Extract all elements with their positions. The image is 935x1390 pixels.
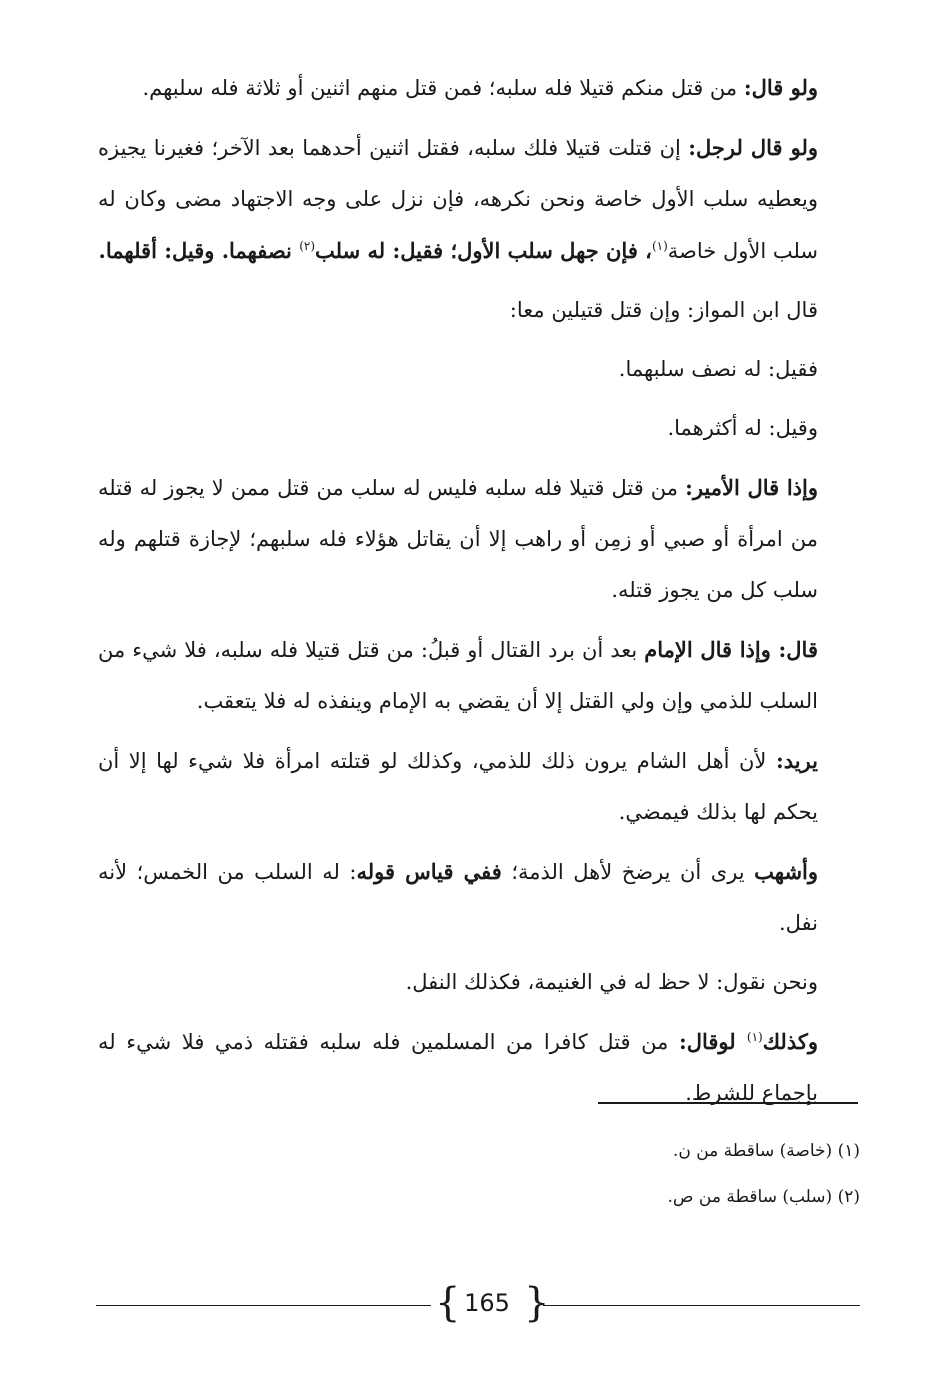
paragraph-text: بعد أن برد القتال أو قبلُ: من قتل قتيلا فله سلبه، فلا شيء من السلب للذمي وإن ولي القتل إلا أن يقضي به الإمام وينفذه له فلا يتعقب. [98, 638, 818, 713]
paragraph-text: من قتل منكم قتيلا فله سلبه؛ فمن قتل منهم اثنين أو ثلاثة فله سلبهم. [142, 76, 744, 100]
footnote-separator [598, 1102, 858, 1104]
paragraph-bold-text: ففي قياس قوله [356, 859, 502, 884]
paragraph-3 [98, 285, 860, 336]
paragraph-text: ونحن نقول: لا حظ له في الغنيمة، فكذلك النفل. [405, 970, 818, 994]
paragraph-8 [98, 735, 860, 838]
paragraph-text: يرى أن يرضخ لأهل الذمة؛ [501, 860, 755, 884]
paragraph-9 [98, 846, 860, 949]
paragraph-5 [98, 403, 860, 454]
footnote-2: (٢) (سلب) ساقطة من ص. [667, 1187, 860, 1207]
paragraph-text: : له السلب من الخمس؛ لأنه نفل. [98, 860, 818, 935]
paragraph-10 [98, 957, 860, 1008]
footnote-marker: (١) [651, 239, 668, 253]
footer-bracket-right: } [524, 1280, 550, 1326]
paragraph-lead: ولو قال: [743, 75, 818, 100]
paragraph-text: فقيل: له نصف سلبهما. [618, 357, 818, 381]
paragraph-1 [98, 62, 860, 114]
footnote-1: (١) (خاصة) ساقطة من ن. [672, 1141, 860, 1161]
footnotes [98, 1128, 860, 1220]
paragraph-2 [98, 122, 860, 277]
paragraph-bold-text: لوقال: [678, 1029, 747, 1054]
paragraph-bold-text: ، فإن جهل سلب الأول؛ فقيل: له سلب [315, 238, 652, 263]
paragraph-lead: وكذلك [762, 1029, 818, 1054]
paragraph-lead: يريد: [775, 748, 818, 773]
main-text [98, 62, 860, 1119]
paragraph-6 [98, 462, 860, 616]
paragraph-text: من قتل كافرا من المسلمين فله سلبه فقتله ذمي فلا شيء له بإجماع للشرط. [98, 1030, 818, 1105]
footer-bracket-left: { [435, 1280, 461, 1326]
footer-rule-right [543, 1305, 860, 1306]
paragraph-text: من قتل قتيلا فله سلبه فليس له سلب من قتل ممن لا يجوز له قتله من امرأة أو صبي أو زمِن أو راهب إلا أن يقاتل هؤلاء فله سلبهم؛ لإجازة قتلهم وله سلب كل من يجوز قتله. [98, 476, 818, 602]
paragraph-lead: ولو قال لرجل: [688, 135, 819, 160]
paragraph-7 [98, 624, 860, 727]
paragraph-text: وقيل: له أكثرهما. [667, 416, 818, 440]
paragraph-text: إن قتلت قتيلا فلك سلبه، فقتل اثنين أحدهما بعد الآخر؛ فغيرنا يجيزه ويعطيه سلب الأول خاصة ونحن نكرهه، فإن نزل على وجه الاجتهاد مضى وكان له سلب الأول خاصة [98, 136, 818, 263]
footnote-marker: (١) [746, 1030, 763, 1044]
paragraph-text: لأن أهل الشام يرون ذلك للذمي، وكذلك لو قتلته امرأة فلا شيء لها إلا أن يحكم لها بذلك فيمضي. [98, 749, 818, 824]
footer-rule-left [96, 1305, 431, 1306]
paragraph-lead: وأشهب [754, 859, 819, 884]
paragraph-lead: قال: وإذا قال الإمام [644, 637, 818, 662]
page-number: 165 [464, 1289, 510, 1317]
page-footer [96, 1278, 860, 1328]
paragraph-text: قال ابن المواز: وإن قتل قتيلين معا: [509, 298, 818, 322]
paragraph-bold-text: نصفهما. وقيل: أقلهما. [98, 238, 300, 263]
footnote-marker: (٢) [299, 239, 316, 253]
paragraph-lead: وإذا قال الأمير: [685, 475, 818, 500]
paragraph-4 [98, 344, 860, 395]
